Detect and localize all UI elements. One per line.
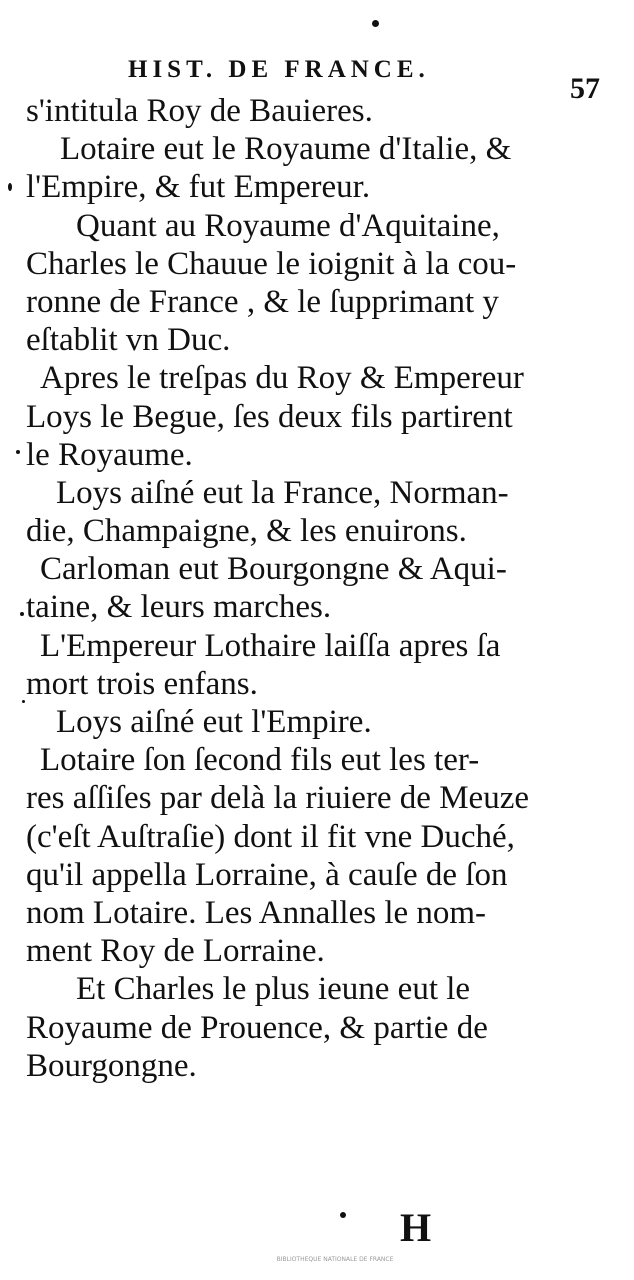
digitization-imprint: BIBLIOTHEQUE NATIONALE DE FRANCE [276,1256,394,1263]
text-line: eſtablit vn Duc. [26,322,231,359]
text-line: nom Lotaire. Les Annalles le nom- [26,894,487,931]
text-line: (c'eſt Auſtraſie) dont il fit vne Duché, [26,818,515,855]
ink-speck [8,183,12,191]
page-number: 57 [570,72,600,105]
page-header [0,50,634,105]
text-line: Carloman eut Bourgongne & Aqui- [40,551,507,588]
ink-speck [340,1212,346,1218]
text-line: L'Empereur Lothaire laiſſa apres ſa [40,627,501,664]
text-line: s'intitula Roy de Bauieres. [26,93,373,129]
text-line: Quant au Royaume d'Aquitaine, [76,207,500,244]
text-line: Apres le treſpas du Roy & Empereur [40,360,524,397]
text-line: die, Champaigne, & les enuirons. [26,513,467,550]
signature-mark: H [400,1205,432,1250]
text-line: taine, & leurs marches. [26,589,332,626]
body-text [26,92,621,1085]
ink-speck [20,612,24,616]
text-line: Bourgongne. [26,1047,197,1084]
ink-speck [22,700,25,703]
ink-speck [16,450,20,454]
text-line: Loys aiſné eut la France, Norman- [56,474,509,511]
text-line: Charles le Chauue le ioignit à la cou- [26,245,517,282]
text-line: mort trois enfans. [26,665,258,702]
text-line: Loys le Begue, ſes deux fils partirent [26,398,513,435]
text-line: ronne de France , & le ſupprimant y [26,283,499,320]
text-line: Loys aiſné eut l'Empire. [56,704,372,740]
text-line: Lotaire ſon ſecond fils eut les ter- [40,742,480,779]
text-line: res aſſiſes par delà la riuiere de Meuze [26,780,529,817]
text-line: l'Empire, & fut Empereur. [26,169,371,206]
running-head: HIST. DE FRANCE. [128,56,430,83]
text-line: le Royaume. [26,436,193,473]
text-line: Lotaire eut le Royaume d'Italie, & [60,131,512,168]
text-line: qu'il appella Lorraine, à cauſe de ſon [26,856,508,893]
text-line: Et Charles le plus ieune eut le [76,971,471,1008]
text-line: Royaume de Prouence, & partie de [26,1009,488,1046]
text-line: ment Roy de Lorraine. [26,933,325,970]
top-ink-dot [372,20,379,27]
